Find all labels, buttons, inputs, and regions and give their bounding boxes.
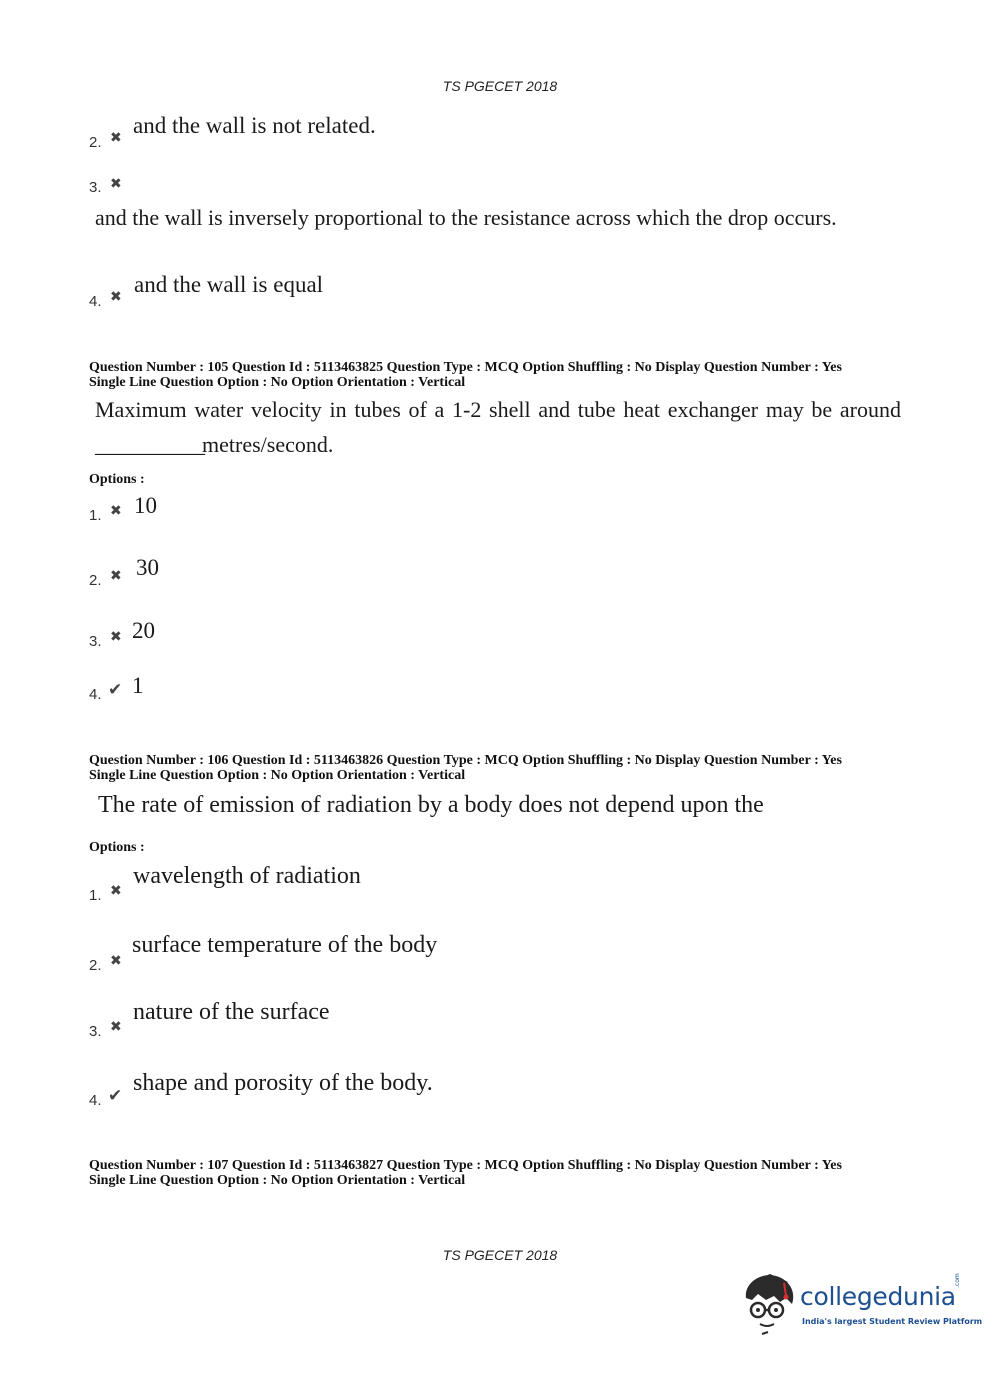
option-number: 2. — [89, 572, 102, 589]
options-label: Options : — [89, 472, 145, 487]
option-number: 1. — [89, 887, 102, 904]
option-text: 10 — [134, 493, 157, 518]
cross-icon: ✖ — [110, 130, 122, 146]
option-number: 2. — [89, 957, 102, 974]
question-text-cont: metres/second. — [202, 432, 334, 457]
question-text: Maximum water velocity in tubes of a 1-2 shell and tube heat exchanger may be around — [95, 397, 901, 422]
option-number: 3. — [89, 179, 102, 196]
option-text: wavelength of radiation — [133, 863, 361, 889]
question-meta: Question Number : 106 Question Id : 5113463826 Question Type : MCQ Option Shuffling : No Display Question Number : Yes — [89, 753, 842, 768]
option-number: 1. — [89, 507, 102, 524]
option-number: 3. — [89, 1023, 102, 1040]
question-meta: Question Number : 105 Question Id : 5113463825 Question Type : MCQ Option Shuffling : No Display Question Number : Yes — [89, 360, 842, 375]
cross-icon: ✖ — [110, 503, 122, 519]
check-icon: ✔ — [108, 1086, 123, 1106]
question-text: The rate of emission of radiation by a body does not depend upon the — [98, 792, 764, 818]
cross-icon: ✖ — [110, 176, 122, 192]
mascot-icon — [740, 1268, 802, 1338]
option-text: and the wall is equal — [134, 272, 324, 297]
option-number: 3. — [89, 633, 102, 650]
options-label: Options : — [89, 840, 145, 855]
cross-icon: ✖ — [110, 1019, 122, 1035]
option-number: 2. — [89, 134, 102, 151]
option-text: 1 — [132, 673, 144, 698]
option-number: 4. — [89, 1092, 102, 1109]
cross-icon: ✖ — [110, 953, 122, 969]
option-text: 20 — [132, 618, 155, 643]
cross-icon: ✖ — [110, 568, 122, 584]
option-number: 4. — [89, 293, 102, 310]
option-text: shape and porosity of the body. — [133, 1070, 433, 1096]
cross-icon: ✖ — [110, 883, 122, 899]
question-meta: Question Number : 107 Question Id : 5113463827 Question Type : MCQ Option Shuffling : No Display Question Number : Yes — [89, 1158, 842, 1173]
question-meta-line2: Single Line Question Option : No Option Orientation : Vertical — [89, 375, 466, 390]
option-number: 4. — [89, 686, 102, 703]
option-text: nature of the surface — [133, 999, 330, 1025]
logo-wordmark: collegedunia — [800, 1282, 956, 1311]
cross-icon: ✖ — [110, 629, 122, 645]
collegedunia-logo — [740, 1268, 983, 1338]
check-icon: ✔ — [108, 680, 123, 700]
answer-blank: __________ — [95, 432, 205, 457]
option-text: and the wall is not related. — [133, 113, 376, 138]
cross-icon: ✖ — [110, 289, 122, 305]
question-meta-line2: Single Line Question Option : No Option Orientation : Vertical — [89, 768, 466, 783]
option-text: 30 — [136, 555, 159, 580]
option-text: surface temperature of the body — [132, 932, 438, 958]
logo-domain: .com — [954, 1273, 961, 1288]
option-text: and the wall is inversely proportional to the resistance across which the drop occurs. — [95, 205, 837, 230]
question-meta-line2: Single Line Question Option : No Option Orientation : Vertical — [89, 1173, 466, 1188]
logo-tagline: India's largest Student Review Platform — [802, 1317, 983, 1326]
page-header: TS PGECET 2018 — [442, 78, 558, 94]
page-footer: TS PGECET 2018 — [442, 1247, 558, 1263]
